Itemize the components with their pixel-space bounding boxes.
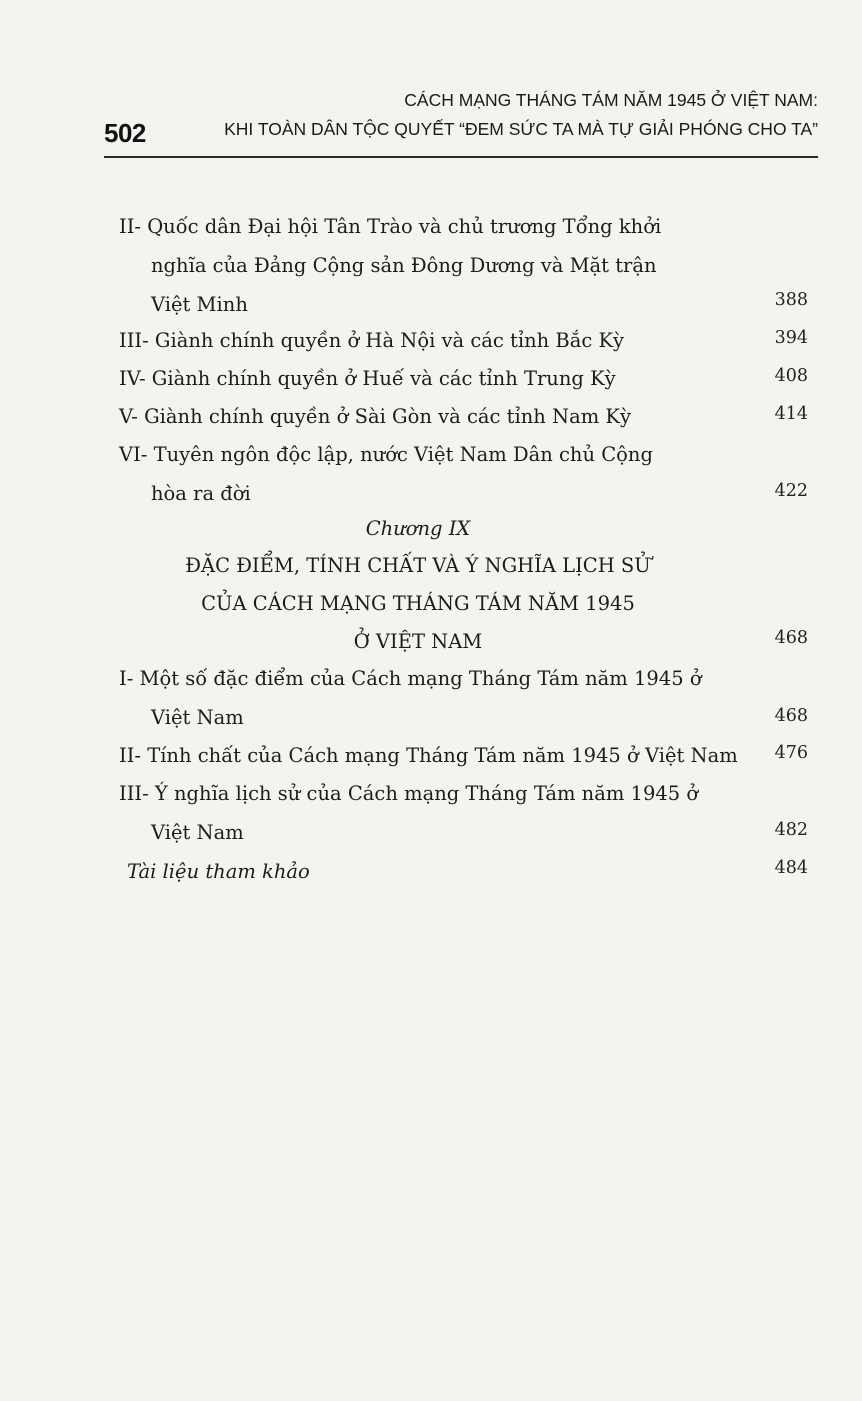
toc-page-ii: 388	[774, 290, 808, 310]
toc-entry-ix-i-line-2: Việt Nam	[151, 706, 244, 729]
running-title-line-1: CÁCH MẠNG THÁNG TÁM NĂM 1945 Ở VIỆT NAM:	[404, 90, 818, 110]
toc-entry-vi-line-1: VI- Tuyên ngôn độc lập, nước Việt Nam Dân chủ Cộng	[119, 443, 653, 466]
toc-entry-ix-ii: II- Tính chất của Cách mạng Tháng Tám năm 1945 ở Việt Nam	[119, 744, 738, 767]
chapter-title-line-3: Ở VIỆT NAM	[353, 630, 483, 653]
toc-page-iv: 408	[774, 366, 808, 386]
toc-page-iii: 394	[774, 328, 808, 348]
toc-page-ix-ii: 476	[774, 743, 808, 763]
toc-entry-ix-iii-line-2: Việt Nam	[151, 821, 244, 844]
toc-page-v: 414	[774, 404, 808, 424]
toc-entry-ii-line-2: nghĩa của Đảng Cộng sản Đông Dương và Mặt trận	[151, 254, 657, 277]
toc-entry-ii-line-1: II- Quốc dân Đại hội Tân Trào và chủ trương Tổng khởi	[119, 215, 662, 238]
toc-entry-ix-iii-line-1: III- Ý nghĩa lịch sử của Cách mạng Tháng Tám năm 1945 ở	[119, 782, 699, 805]
page-header	[104, 80, 818, 158]
running-title	[224, 86, 818, 144]
toc-page-references: 484	[774, 858, 808, 878]
running-title-line-2: KHI TOÀN DÂN TỘC QUYẾT “ĐEM SỨC TA MÀ TỰ GIẢI PHÓNG CHO TA”	[224, 119, 818, 139]
chapter-title-line-2: CỦA CÁCH MẠNG THÁNG TÁM NĂM 1945	[201, 592, 635, 615]
toc-entry-vi-line-2: hòa ra đời	[151, 482, 251, 505]
chapter-title-line-1: ĐẶC ĐIỂM, TÍNH CHẤT VÀ Ý NGHĨA LỊCH SỬ	[185, 554, 651, 577]
toc-entry-references: Tài liệu tham khảo	[127, 860, 310, 883]
toc-entry-v: V- Giành chính quyền ở Sài Gòn và các tỉnh Nam Kỳ	[119, 405, 631, 428]
page-number: 502	[104, 118, 146, 148]
toc-page-ix-iii: 482	[774, 820, 808, 840]
toc-entry-ii-line-3: Việt Minh	[151, 293, 248, 316]
toc-page-chapter-ix: 468	[774, 628, 808, 648]
chapter-label: Chương IX	[365, 517, 471, 540]
toc-entry-iii: III- Giành chính quyền ở Hà Nội và các tỉnh Bắc Kỳ	[119, 329, 625, 352]
toc-page-ix-i: 468	[774, 706, 808, 726]
toc-page-vi: 422	[774, 481, 808, 501]
toc-entry-iv: IV- Giành chính quyền ở Huế và các tỉnh Trung Kỳ	[119, 367, 616, 390]
toc-entry-ix-i-line-1: I- Một số đặc điểm của Cách mạng Tháng Tám năm 1945 ở	[119, 667, 702, 690]
